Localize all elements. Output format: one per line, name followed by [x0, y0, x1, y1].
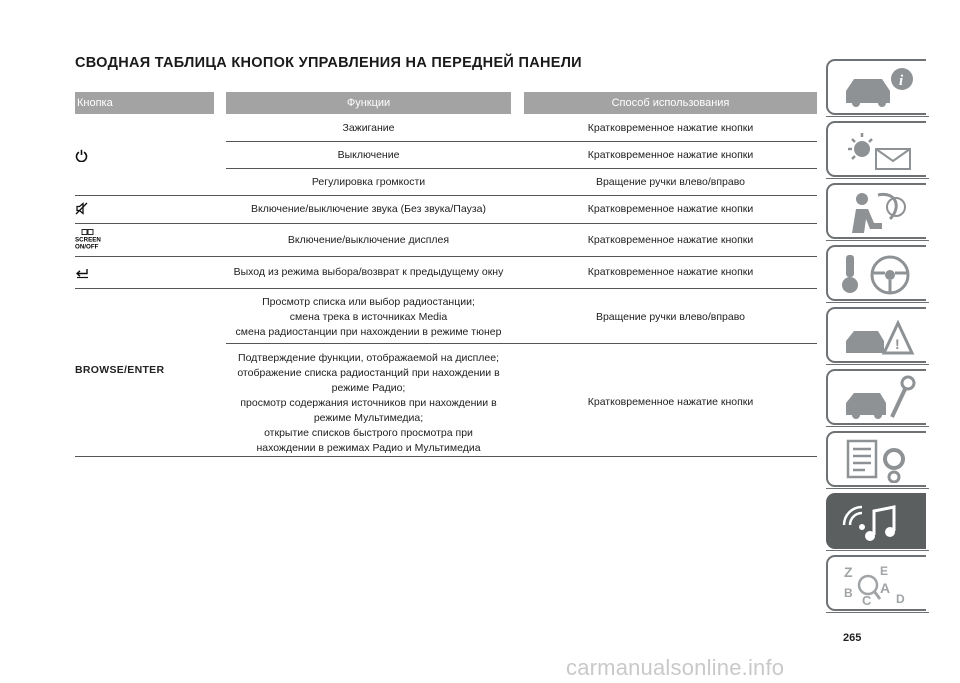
header-usage: Способ использования [524, 92, 817, 114]
row-divider [226, 141, 817, 142]
watermark: carmanualsonline.info [566, 655, 785, 680]
row-divider [226, 168, 817, 169]
svg-text:D: D [896, 592, 905, 606]
page-title: СВОДНАЯ ТАБЛИЦА КНОПОК УПРАВЛЕНИЯ НА ПЕРЕДНЕЙ ПАНЕЛИ [75, 55, 582, 71]
function-cell: Регулировка громкости [311, 176, 426, 188]
tab-index[interactable] [826, 555, 926, 611]
emergency-icon [840, 313, 920, 359]
function-cell: Включение/выключение дисплея [287, 234, 450, 246]
browse-enter-label: BROWSE/ENTER [75, 364, 165, 376]
tab-warning-lights[interactable] [826, 121, 926, 177]
technical-data-icon [840, 437, 920, 483]
function-cell-multiline: Просмотр списка или выбор радиостанции; смена трека в источниках Media смена радиостанции при нахождении в режиме тюнер [235, 296, 502, 338]
svg-text:!: ! [895, 336, 900, 352]
row-divider [75, 195, 817, 196]
usage-cell: Кратковременное нажатие кнопки [587, 234, 754, 246]
svg-text:Z: Z [844, 564, 853, 580]
onoff-label: ON/OFF [75, 243, 99, 251]
power-icon [75, 149, 88, 167]
back-arrow-icon [75, 266, 90, 284]
tab-starting-driving[interactable] [826, 245, 926, 301]
starting-driving-icon [840, 251, 920, 297]
usage-cell: Вращение ручки влево/вправо [595, 311, 746, 323]
maintenance-icon [840, 375, 920, 421]
tab-emergency[interactable] [826, 307, 926, 363]
tab-car-info[interactable] [826, 59, 926, 115]
function-cell: Выход из режима выбора/возврат к предыдущему окну [233, 266, 504, 278]
header-button: Кнопка [75, 92, 214, 114]
row-divider [75, 223, 817, 224]
car-info-icon [840, 65, 920, 111]
tab-maintenance[interactable] [826, 369, 926, 425]
usage-cell: Кратковременное нажатие кнопки [587, 122, 754, 134]
multimedia-icon [840, 499, 920, 545]
screen-onoff-icon [75, 229, 105, 256]
svg-text:B: B [844, 586, 853, 600]
row-divider [75, 256, 817, 257]
page-number: 265 [843, 632, 862, 644]
tab-technical-data[interactable] [826, 431, 926, 487]
usage-cell: Кратковременное нажатие кнопки [587, 149, 754, 161]
svg-text:A: A [880, 580, 891, 596]
svg-text:C: C [862, 593, 872, 607]
usage-cell: Кратковременное нажатие кнопки [587, 203, 754, 215]
usage-cell: Кратковременное нажатие кнопки [587, 396, 754, 408]
row-divider [226, 343, 817, 344]
function-cell: Включение/выключение звука (Без звука/Пауза) [251, 203, 486, 215]
usage-cell: Вращение ручки влево/вправо [595, 176, 746, 188]
usage-cell: Кратковременное нажатие кнопки [587, 266, 754, 278]
header-function: Функции [226, 92, 511, 114]
safety-airbag-icon [840, 189, 920, 235]
tab-multimedia[interactable] [826, 493, 926, 549]
svg-text:E: E [880, 564, 889, 578]
function-cell-multiline: Подтверждение функции, отображаемой на дисплее; отображение списка радиостанций при нахождении в режиме Радио; просмотр содержания источников при нахождении в режиме Мультимедиа; открытие списков быстрого просмотра при нахождении в режимах Радио и Мультимедиа [237, 352, 500, 454]
row-divider [75, 456, 817, 457]
index-icon [840, 561, 920, 607]
warning-lights-icon [840, 127, 920, 173]
function-cell: Зажигание [342, 122, 395, 134]
tab-safety[interactable] [826, 183, 926, 239]
screen-label: SCREEN [75, 236, 101, 244]
row-divider [75, 288, 817, 289]
mute-icon [75, 202, 89, 220]
svg-text:i: i [899, 73, 904, 89]
function-cell: Выключение [337, 149, 400, 161]
